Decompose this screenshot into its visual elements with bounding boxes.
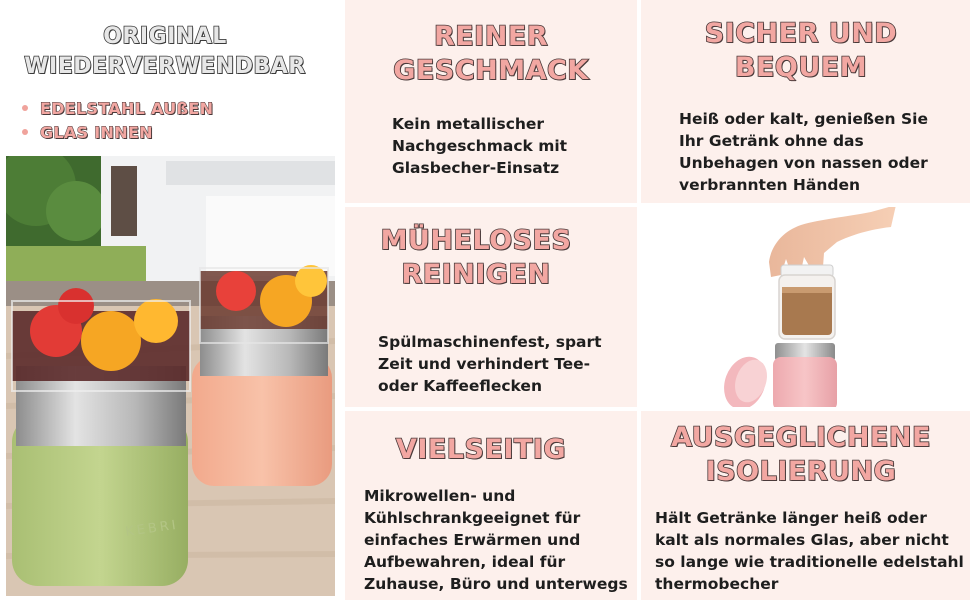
feature-title: REINER <box>433 21 549 52</box>
feature-text: Kein metallischer Nachgeschmack mit Glasbecher-Einsatz <box>392 115 568 177</box>
feature-title: AUSGEGLICHENE <box>671 422 931 453</box>
feature-pure-taste <box>345 0 637 203</box>
feature-versatile <box>345 411 637 600</box>
feature-title: REINIGEN <box>401 258 551 290</box>
feature-balanced-insulation <box>641 411 970 600</box>
product-image-panel <box>641 207 970 407</box>
bullet-dot-icon <box>22 105 28 111</box>
feature-title: BEQUEM <box>734 51 868 83</box>
feature-text: Spülmaschinenfest, spart Zeit und verhindert Tee- oder Kaffeeflecken <box>378 333 602 395</box>
left-column <box>0 0 340 600</box>
feature-safe-comfortable <box>641 0 970 203</box>
feature-title: VIELSEITIG <box>395 434 567 465</box>
title-original: ORIGINAL <box>103 24 227 49</box>
feature-text: Heiß oder kalt, genießen Sie Ihr Getränk ohne das Unbehagen von nassen oder verbrannten Händen <box>679 110 928 194</box>
feature-title: ISOLIERUNG <box>705 455 897 487</box>
title-reusable: WIEDERVERWENDBAR <box>24 54 306 80</box>
list-item: EDELSTAHL AUßEN <box>22 96 213 120</box>
feature-easy-cleaning <box>345 207 637 407</box>
list-item: GLAS INNEN <box>22 120 213 144</box>
left-title <box>0 24 330 81</box>
feature-title: SICHER UND <box>704 18 898 49</box>
material-list <box>22 96 213 144</box>
cup-brand-label: KEBRI <box>124 517 180 540</box>
hand-lifting-glass-illustration <box>641 207 970 407</box>
product-photo <box>6 156 335 596</box>
feature-text: Hält Getränke länger heiß oder kalt als normales Glas, aber nicht so lange wie traditionelle edelstahl thermobecher <box>655 509 964 593</box>
feature-title: GESCHMACK <box>393 54 589 86</box>
bullet-dot-icon <box>22 129 28 135</box>
feature-text: Mikrowellen- und Kühlschrankgeeignet für einfaches Erwärmen und Aufbewahren, ideal für Zuhause, Büro und unterwegs <box>364 487 628 593</box>
feature-title: MÜHELOSES <box>380 225 572 256</box>
